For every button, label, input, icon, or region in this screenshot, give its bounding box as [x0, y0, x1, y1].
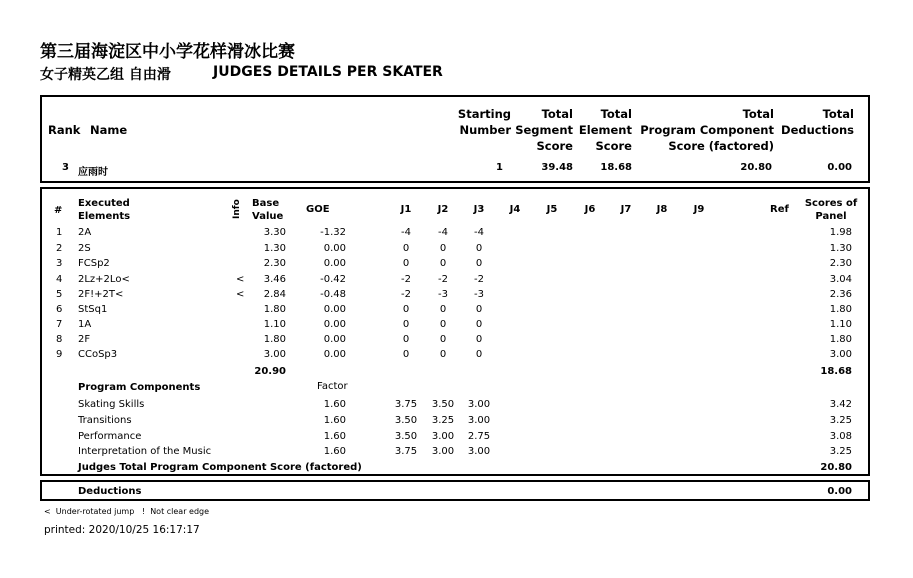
base-value: 2.30	[263, 258, 286, 269]
judge-score-2: 0	[439, 304, 447, 315]
row-number: 6	[56, 304, 63, 315]
judge-score-3: -2	[474, 274, 484, 285]
col-num: #	[54, 205, 63, 216]
row-number: 2	[56, 243, 63, 254]
panel-score: 2.36	[829, 289, 852, 300]
col-scores-of-panel: Scores of Panel	[804, 198, 858, 222]
col-name: Name	[90, 123, 128, 137]
element-name: CCoSp3	[78, 349, 118, 360]
panel-score: 1.98	[829, 227, 852, 238]
col-judge-5: J5	[546, 204, 558, 215]
col-base-value: Base Value	[252, 198, 284, 222]
element-name: 2S	[78, 243, 91, 254]
component-name: Performance	[78, 431, 142, 442]
judge-score-2: 0	[439, 349, 447, 360]
judge-score-2: 0	[439, 319, 447, 330]
base-value: 1.80	[263, 304, 286, 315]
element-name: FCSp2	[78, 258, 110, 269]
judge-score-1: 0	[402, 243, 410, 254]
col-starting-number: Starting Number	[457, 107, 511, 137]
col-component-score: Total Program Component Score (factored)	[640, 107, 774, 153]
component-judge-2: 3.25	[431, 415, 455, 426]
col-judge-2: J2	[437, 204, 449, 215]
component-factor: 1.60	[323, 399, 346, 410]
col-ref: Ref	[770, 204, 789, 215]
base-value: 1.10	[263, 319, 286, 330]
factor-label: Factor	[317, 381, 348, 392]
judge-score-3: 0	[475, 319, 483, 330]
component-judge-2: 3.50	[431, 399, 455, 410]
pcs-total-label: Judges Total Program Component Score (factored)	[78, 462, 362, 473]
page-title: 第三届海淀区中小学花样滑冰比赛	[40, 42, 295, 62]
pcs-total-value: 20.80	[820, 462, 852, 473]
component-judge-2: 3.00	[431, 446, 455, 457]
component-score-value: 20.80	[740, 162, 772, 173]
judge-score-1: 0	[402, 349, 410, 360]
col-element-score: Total Element Score	[578, 107, 632, 153]
component-judge-2: 3.00	[431, 431, 455, 442]
judge-score-3: 0	[475, 304, 483, 315]
component-judge-3: 3.00	[467, 415, 491, 426]
base-total: 20.90	[254, 366, 286, 377]
component-panel-score: 3.25	[829, 446, 852, 457]
element-name: 2A	[78, 227, 92, 238]
components-title: Program Components	[78, 382, 201, 393]
component-name: Transitions	[78, 415, 132, 426]
component-name: Skating Skills	[78, 399, 145, 410]
row-number: 7	[56, 319, 63, 330]
col-judge-3: J3	[473, 204, 485, 215]
col-segment-score: Total Segment Score	[515, 107, 573, 153]
deductions-box	[40, 480, 870, 501]
col-deductions: Total Deductions	[781, 107, 854, 137]
col-judge-6: J6	[584, 204, 596, 215]
element-name: 2F	[78, 334, 91, 345]
element-info: <	[236, 289, 245, 300]
element-score-value: 18.68	[600, 162, 632, 173]
judge-score-3: -4	[474, 227, 484, 238]
panel-score: 3.00	[829, 349, 852, 360]
element-name: 1A	[78, 319, 92, 330]
skater-name: 应雨时	[78, 167, 108, 178]
judge-score-3: 0	[475, 243, 483, 254]
judge-score-2: 0	[439, 258, 447, 269]
col-judge-9: J9	[693, 204, 705, 215]
judge-score-1: -2	[401, 274, 411, 285]
element-name: StSq1	[78, 304, 108, 315]
base-value: 3.30	[263, 227, 286, 238]
deductions-label: Deductions	[78, 486, 142, 497]
col-rank: Rank	[48, 123, 81, 137]
judge-score-2: -3	[438, 289, 448, 300]
segment-score-value: 39.48	[541, 162, 573, 173]
goe-value: 0.00	[323, 258, 346, 269]
panel-score: 1.80	[829, 334, 852, 345]
judge-score-3: -3	[474, 289, 484, 300]
rank-value: 3	[62, 162, 69, 173]
judge-score-2: -4	[438, 227, 448, 238]
col-judge-1: J1	[400, 204, 412, 215]
details-box	[40, 187, 870, 476]
component-judge-3: 3.00	[467, 399, 491, 410]
row-number: 1	[56, 227, 63, 238]
component-name: Interpretation of the Music	[78, 446, 212, 457]
judge-score-1: 0	[402, 319, 410, 330]
category-title: 女子精英乙组 自由滑	[40, 67, 171, 83]
component-factor: 1.60	[323, 446, 346, 457]
deductions-total: 0.00	[827, 486, 852, 497]
panel-total: 18.68	[820, 366, 852, 377]
col-goe: GOE	[306, 204, 330, 215]
col-judge-7: J7	[620, 204, 632, 215]
starting-number-value: 1	[496, 162, 503, 173]
judge-score-1: 0	[402, 304, 410, 315]
col-executed-elements: Executed Elements	[78, 198, 131, 222]
judge-score-3: 0	[475, 334, 483, 345]
judge-score-3: 0	[475, 258, 483, 269]
panel-score: 1.10	[829, 319, 852, 330]
summary-box	[40, 95, 870, 183]
judge-score-2: -2	[438, 274, 448, 285]
legend: < Under-rotated jump ! Not clear edge	[44, 507, 210, 516]
component-factor: 1.60	[323, 415, 346, 426]
element-name: 2Lz+2Lo<	[78, 274, 130, 285]
col-info: Info	[232, 199, 242, 219]
component-judge-3: 3.00	[467, 446, 491, 457]
row-number: 4	[56, 274, 63, 285]
goe-value: -0.42	[320, 274, 346, 285]
printed-timestamp: printed: 2020/10/25 16:17:17	[44, 524, 200, 536]
panel-score: 1.30	[829, 243, 852, 254]
goe-value: 0.00	[323, 349, 346, 360]
goe-value: -1.32	[320, 227, 346, 238]
goe-value: 0.00	[323, 334, 346, 345]
row-number: 8	[56, 334, 63, 345]
component-judge-1: 3.50	[394, 415, 418, 426]
goe-value: 0.00	[323, 304, 346, 315]
judge-score-3: 0	[475, 349, 483, 360]
col-judge-4: J4	[509, 204, 521, 215]
goe-value: 0.00	[323, 243, 346, 254]
panel-score: 1.80	[829, 304, 852, 315]
row-number: 3	[56, 258, 63, 269]
component-panel-score: 3.08	[829, 431, 852, 442]
row-number: 9	[56, 349, 63, 360]
goe-value: -0.48	[320, 289, 346, 300]
base-value: 1.80	[263, 334, 286, 345]
base-value: 3.46	[263, 274, 286, 285]
component-judge-1: 3.50	[394, 431, 418, 442]
base-value: 2.84	[263, 289, 286, 300]
judge-score-1: 0	[402, 258, 410, 269]
base-value: 3.00	[263, 349, 286, 360]
deductions-value: 0.00	[827, 162, 852, 173]
row-number: 5	[56, 289, 63, 300]
judge-score-2: 0	[439, 243, 447, 254]
component-judge-3: 2.75	[467, 431, 491, 442]
panel-score: 2.30	[829, 258, 852, 269]
judge-score-2: 0	[439, 334, 447, 345]
component-panel-score: 3.42	[829, 399, 852, 410]
judge-score-1: -4	[401, 227, 411, 238]
goe-value: 0.00	[323, 319, 346, 330]
col-judge-8: J8	[656, 204, 668, 215]
panel-score: 3.04	[829, 274, 852, 285]
component-factor: 1.60	[323, 431, 346, 442]
judge-score-1: 0	[402, 334, 410, 345]
element-name: 2F!+2T<	[78, 289, 124, 300]
component-judge-1: 3.75	[394, 399, 418, 410]
judge-score-1: -2	[401, 289, 411, 300]
element-info: <	[236, 274, 245, 285]
base-value: 1.30	[263, 243, 286, 254]
component-judge-1: 3.75	[394, 446, 418, 457]
report-title: JUDGES DETAILS PER SKATER	[213, 64, 443, 80]
component-panel-score: 3.25	[829, 415, 852, 426]
